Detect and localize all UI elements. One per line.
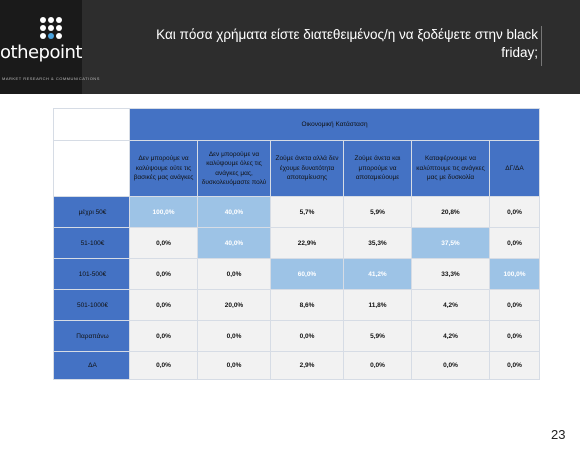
column-header-row: [54, 141, 540, 197]
table-cell: 0,0%: [130, 228, 198, 259]
table-cell: 0,0%: [490, 228, 540, 259]
table-cell: 5,9%: [344, 321, 412, 352]
table-cell: 8,6%: [271, 290, 344, 321]
column-header: ΔΓ/ΔΑ: [490, 141, 540, 197]
header-divider: [541, 26, 542, 66]
logo: [0, 0, 100, 94]
table-cell: 0,0%: [490, 352, 540, 380]
column-header: Καταφέρνουμε να καλύπτουμε τις ανάγκες μας με δυσκολία: [412, 141, 490, 197]
table-cell: 4,2%: [412, 290, 490, 321]
table-cell: 0,0%: [130, 352, 198, 380]
logo-dots-icon: [40, 17, 62, 39]
row-header: 51-100€: [54, 228, 130, 259]
table-cell: 40,0%: [198, 197, 271, 228]
table-cell: 41,2%: [344, 259, 412, 290]
table-row: [54, 321, 540, 352]
table-cell: 0,0%: [490, 290, 540, 321]
table-cell: 0,0%: [271, 321, 344, 352]
column-header: Δεν μπορούμε να καλύψουμε ούτε τις βασικές μας ανάγκες: [130, 141, 198, 197]
column-header: Δεν μπορούμε να καλύψουμε όλες τις ανάγκες μας, δυσκολευόμαστε πολύ: [198, 141, 271, 197]
table-cell: 0,0%: [130, 290, 198, 321]
header-band: [0, 0, 580, 94]
column-header: Ζούμε άνετα αλλά δεν έχουμε δυνατότητα αποταμίευσης: [271, 141, 344, 197]
table-cell: 0,0%: [198, 321, 271, 352]
table-cell: 5,9%: [344, 197, 412, 228]
row-header: 101-500€: [54, 259, 130, 290]
table-cell: 0,0%: [130, 321, 198, 352]
table-cell: 60,0%: [271, 259, 344, 290]
table-cell: 37,5%: [412, 228, 490, 259]
logo-tagline: MARKET RESEARCH & COMMUNICATIONS: [2, 76, 100, 81]
table-row: [54, 197, 540, 228]
table-cell: 20,8%: [412, 197, 490, 228]
table-corner: [54, 109, 130, 141]
page-number: 23: [551, 427, 566, 442]
table-row: [54, 290, 540, 321]
table-cell: 100,0%: [490, 259, 540, 290]
table-cell: 40,0%: [198, 228, 271, 259]
table-cell: 0,0%: [490, 197, 540, 228]
crosstab-table: [53, 108, 540, 380]
table-cell: 0,0%: [344, 352, 412, 380]
table-cell: 0,0%: [198, 259, 271, 290]
row-header: Παραπάνω: [54, 321, 130, 352]
table-row: [54, 259, 540, 290]
table-cell: 0,0%: [130, 259, 198, 290]
row-header: ΔΑ: [54, 352, 130, 380]
logo-text: othepoint: [0, 42, 82, 63]
table-cell: 100,0%: [130, 197, 198, 228]
row-header: 501-1000€: [54, 290, 130, 321]
column-header: Ζούμε άνετα και μπορούμε να αποταμιεύουμε: [344, 141, 412, 197]
table-cell: 20,0%: [198, 290, 271, 321]
table-cell: 35,3%: [344, 228, 412, 259]
table-cell: 4,2%: [412, 321, 490, 352]
table-cell: 0,0%: [198, 352, 271, 380]
table-cell: 0,0%: [490, 321, 540, 352]
group-header: Οικονομική Κατάσταση: [130, 109, 540, 141]
table-row: [54, 228, 540, 259]
row-header: μέχρι 50€: [54, 197, 130, 228]
table-cell: 33,3%: [412, 259, 490, 290]
table-cell: 22,9%: [271, 228, 344, 259]
table-row: [54, 352, 540, 380]
table-cell: 11,8%: [344, 290, 412, 321]
table-corner: [54, 141, 130, 197]
slide-title: Και πόσα χρήματα είστε διατεθειμένος/η να ξοδέψετε στην black friday;: [156, 27, 538, 60]
table-cell: 5,7%: [271, 197, 344, 228]
table-cell: 0,0%: [412, 352, 490, 380]
table-cell: 2,9%: [271, 352, 344, 380]
